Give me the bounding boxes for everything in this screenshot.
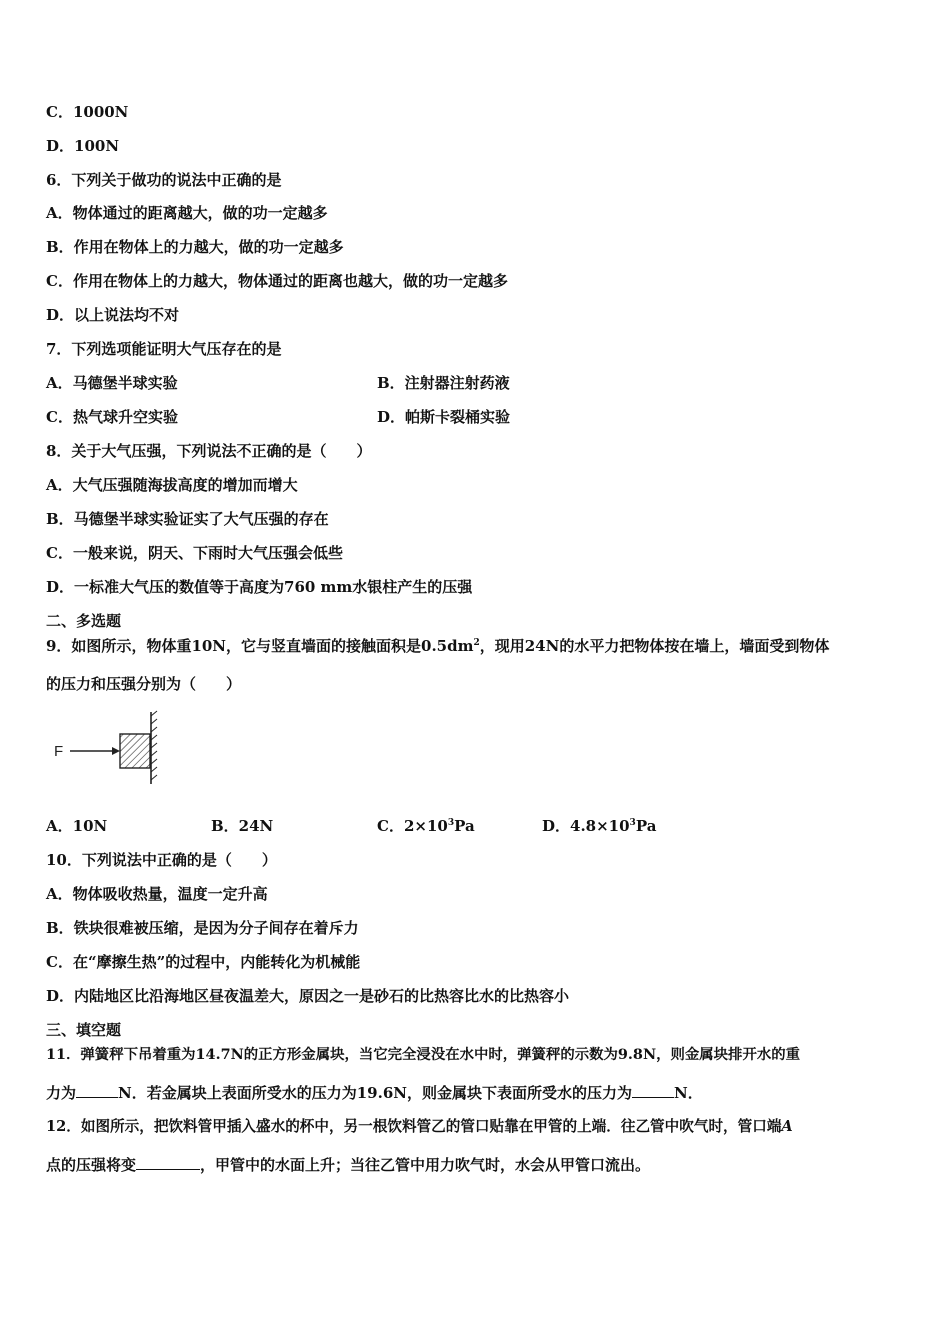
q11-blank-1[interactable]: [76, 1083, 118, 1098]
q8-stem: 8．关于大气压强，下列说法不正确的是（ ）: [46, 442, 372, 460]
q7-option-b: B．注射器注射药液: [377, 374, 510, 392]
q9-stem-line2: 的压力和压强分别为（ ）: [46, 675, 242, 693]
q9-option-d: D．$4.8\times 10^3Pa$: [542, 817, 657, 835]
q9-figure: [50, 708, 170, 792]
q10-option-a: A．物体吸收热量，温度一定升高: [46, 885, 268, 903]
wall-hatching: [151, 711, 157, 780]
q10-stem: 10．下列说法中正确的是（ ）: [46, 851, 277, 869]
q10-option-c: C．在“摩擦生热”的过程中，内能转化为机械能: [46, 953, 361, 971]
q5-option-c: C．1000N: [46, 103, 129, 121]
q9-option-c: C．$2\times 10^3Pa$: [377, 817, 475, 835]
q8-option-d: D．一标准大气压的数值等于高度为760 mm水银柱产生的压强: [46, 578, 473, 596]
q11-blank-2[interactable]: [632, 1083, 674, 1098]
q7-option-a: A．马德堡半球实验: [46, 374, 178, 392]
q9-option-b: B．24N: [211, 817, 274, 835]
q7-option-d: D．帕斯卡裂桶实验: [377, 408, 511, 426]
force-arrow-head: [112, 747, 120, 755]
hatched-block: [120, 734, 150, 768]
q12-line2: 点的压强将变 ，甲管中的水面上升；当往乙管中用力吹气时，水会从甲管口流出。: [46, 1156, 651, 1174]
force-wall-diagram: [50, 708, 170, 788]
q7-option-c: C．热气球升空实验: [46, 408, 178, 426]
q12-blank[interactable]: [136, 1155, 200, 1170]
q7-stem: 7．下列选项能证明大气压存在的是: [46, 340, 282, 358]
q10-option-b: B．铁块很难被压缩，是因为分子间存在着斥力: [46, 919, 359, 937]
q11-line2: 力为 N．若金属块上表面所受水的压力为19.6N，则金属块下表面所受水的压力为 N．: [46, 1084, 703, 1102]
section-multiple-choice-heading: 二、多选题: [46, 612, 122, 630]
q9-stem-line1: 9．如图所示，物体重10N，它与竖直墙面的接触面积是$0.5dm^2$，现用24N的水平力把物体按在墙上，墙面受到物体: [46, 637, 830, 655]
q10-option-d: D．内陆地区比沿海地区昼夜温差大，原因之一是砂石的比热容比水的比热容小: [46, 987, 570, 1005]
q12-line1: 12．如图所示，把饮料管甲插入盛水的杯中，另一根饮料管乙的管口贴靠在甲管的上端．往乙管中吹气时，管口端A: [46, 1118, 793, 1135]
q6-option-b: B．作用在物体上的力越大，做的功一定越多: [46, 238, 344, 256]
q6-option-a: A．物体通过的距离越大，做的功一定越多: [46, 204, 328, 222]
q8-option-a: A．大气压强随海拔高度的增加而增大: [46, 476, 298, 494]
section-fill-in-heading: 三、填空题: [46, 1021, 122, 1039]
q6-option-d: D．以上说法均不对: [46, 306, 180, 324]
q6-option-c: C．作用在物体上的力越大，物体通过的距离也越大，做的功一定越多: [46, 272, 508, 290]
q9-option-a: A．10N: [46, 817, 108, 835]
q8-option-b: B．马德堡半球实验证实了大气压强的存在: [46, 510, 329, 528]
q8-option-c: C．一般来说，阴天、下雨时大气压强会低些: [46, 544, 343, 562]
q6-stem: 6．下列关于做功的说法中正确的是: [46, 171, 282, 189]
force-label: F: [54, 743, 64, 760]
q11-line1: 11．弹簧秤下吊着重为14.7N的正方形金属块，当它完全浸没在水中时，弹簧秤的示数为9.8N，则金属块排开水的重: [46, 1046, 801, 1063]
q5-option-d: D．100N: [46, 137, 120, 155]
